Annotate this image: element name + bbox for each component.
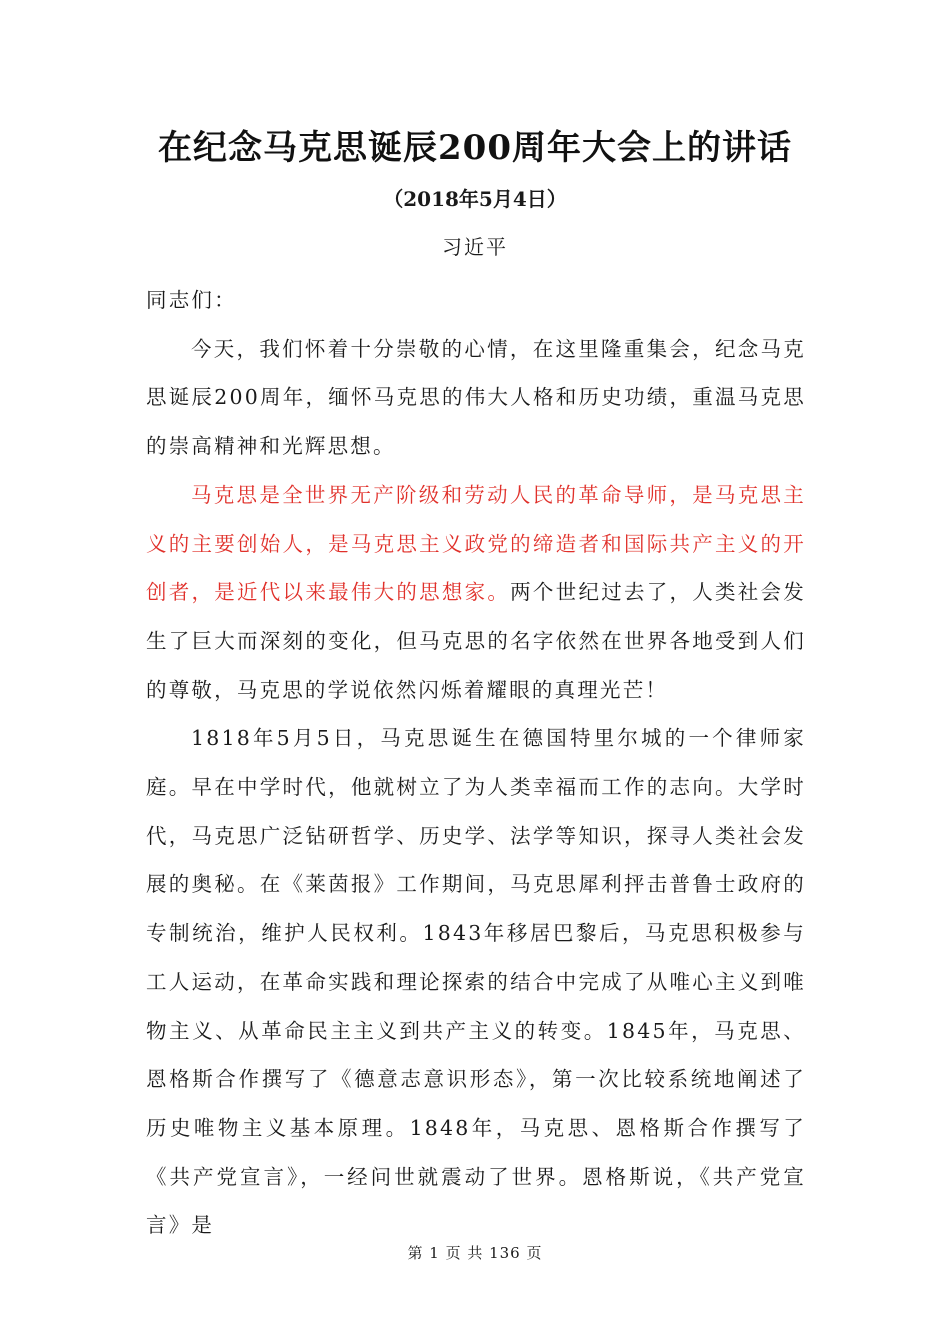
document-body bbox=[146, 276, 806, 1250]
highlighted-text: 马克思是全世界无产阶级和劳动人民的革命导师，是马克思主义的主要创始人，是马克思主义政党的缔造者和国际共产主义的开创者，是近代以来最伟大的思想家。 bbox=[146, 482, 806, 605]
document-title: 在纪念马克思诞辰200周年大会上的讲话 bbox=[158, 128, 792, 168]
salutation: 同志们： bbox=[146, 288, 237, 312]
paragraph-1-text: 今天，我们怀着十分崇敬的心情，在这里隆重集会，纪念马克思诞辰200周年，缅怀马克思的伟大人格和历史功绩，重温马克思的崇高精神和光辉思想。 bbox=[146, 336, 806, 459]
paragraph-2 bbox=[146, 471, 806, 715]
paragraph-1 bbox=[146, 325, 806, 471]
page-footer: 第 1 页 共 136 页 bbox=[407, 1244, 543, 1262]
paragraph-3-text: 1818年5月5日，马克思诞生在德国特里尔城的一个律师家庭。早在中学时代，他就树立了为人类幸福而工作的志向。大学时代，马克思广泛钻研哲学、历史学、法学等知识，探寻人类社会发展的奥秘。在《莱茵报》工作期间，马克思犀利抨击普鲁士政府的专制统治，维护人民权利。1843年移居巴黎后，马克思积极参与工人运动，在革命实践和理论探索的结合中完成了从唯心主义到唯物主义、从革命民主主义到共产主义的转变。1845年，马克思、恩格斯合作撰写了《德意志意识形态》，第一次比较系统地阐述了历史唯物主义基本原理。1848年，马克思、恩格斯合作撰写了《共产党宣言》，一经问世就震动了世界。恩格斯说，《共产党宣言》是 bbox=[146, 726, 806, 1238]
paragraph-2-text: 两个世纪过去了，人类社会发生了巨大而深刻的变化，但马克思的名字依然在世界各地受到人们的尊敬，马克思的学说依然闪烁着耀眼的真理光芒！ bbox=[146, 580, 806, 702]
speech-date: （2018年5月4日） bbox=[383, 187, 567, 211]
paragraph-3 bbox=[146, 714, 806, 1250]
speech-author: 习近平 bbox=[442, 235, 508, 259]
